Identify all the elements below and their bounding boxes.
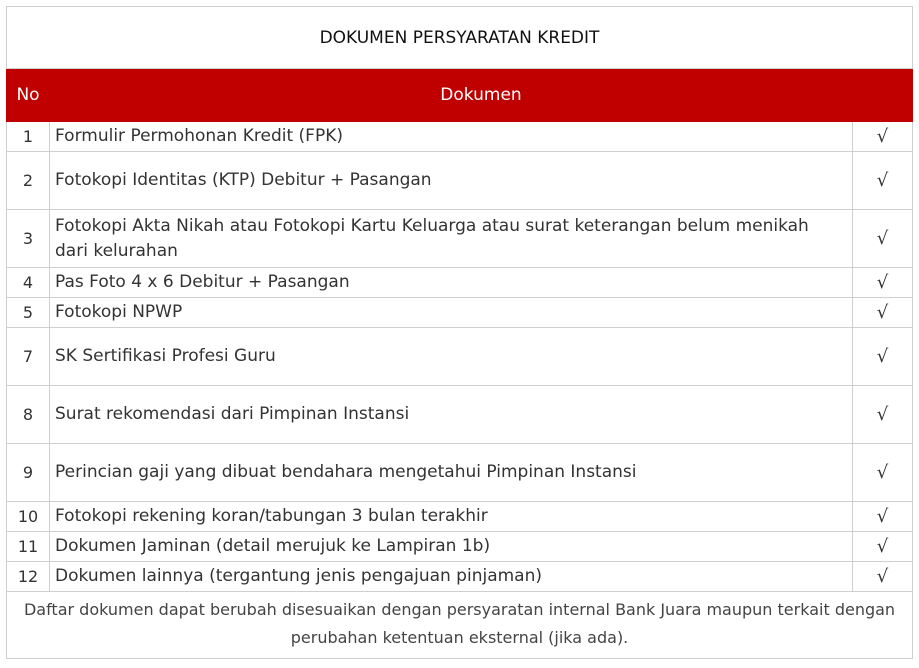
header-row <box>7 69 913 122</box>
header-document: Dokumen <box>50 69 913 122</box>
check-mark: √ <box>853 328 913 386</box>
document-name: Formulir Permohonan Kredit (FPK) <box>50 122 853 152</box>
row-number: 7 <box>7 328 50 386</box>
title-row <box>7 7 913 69</box>
table-row <box>7 152 913 210</box>
row-number: 5 <box>7 298 50 328</box>
requirements-table-container <box>6 6 912 659</box>
document-name: Surat rekomendasi dari Pimpinan Instansi <box>50 386 853 444</box>
document-name: Fotokopi rekening koran/tabungan 3 bulan terakhir <box>50 502 853 532</box>
document-name: Perincian gaji yang dibuat bendahara mengetahui Pimpinan Instansi <box>50 444 853 502</box>
check-mark: √ <box>853 210 913 268</box>
footnote: Daftar dokumen dapat berubah disesuaikan dengan persyaratan internal Bank Juara maupun terkait dengan perubahan ketentuan eksternal (jika ada). <box>7 592 913 659</box>
document-name: Fotokopi Identitas (KTP) Debitur + Pasangan <box>50 152 853 210</box>
document-name: Pas Foto 4 x 6 Debitur + Pasangan <box>50 268 853 298</box>
table-row <box>7 562 913 592</box>
header-no: No <box>7 69 50 122</box>
row-number: 10 <box>7 502 50 532</box>
table-row <box>7 268 913 298</box>
row-number: 2 <box>7 152 50 210</box>
table-row <box>7 298 913 328</box>
row-number: 9 <box>7 444 50 502</box>
row-number: 4 <box>7 268 50 298</box>
document-name: Fotokopi NPWP <box>50 298 853 328</box>
row-number: 11 <box>7 532 50 562</box>
check-mark: √ <box>853 532 913 562</box>
document-name: Dokumen Jaminan (detail merujuk ke Lampiran 1b) <box>50 532 853 562</box>
requirements-table <box>6 6 913 659</box>
check-mark: √ <box>853 122 913 152</box>
table-row <box>7 444 913 502</box>
table-row <box>7 328 913 386</box>
row-number: 12 <box>7 562 50 592</box>
check-mark: √ <box>853 386 913 444</box>
table-title: DOKUMEN PERSYARATAN KREDIT <box>7 7 913 69</box>
check-mark: √ <box>853 562 913 592</box>
check-mark: √ <box>853 502 913 532</box>
check-mark: √ <box>853 152 913 210</box>
table-row <box>7 210 913 268</box>
row-number: 8 <box>7 386 50 444</box>
document-name: Dokumen lainnya (tergantung jenis pengajuan pinjaman) <box>50 562 853 592</box>
table-row <box>7 122 913 152</box>
table-row <box>7 502 913 532</box>
row-number: 1 <box>7 122 50 152</box>
footnote-row <box>7 592 913 659</box>
check-mark: √ <box>853 298 913 328</box>
document-name: Fotokopi Akta Nikah atau Fotokopi Kartu Keluarga atau surat keterangan belum menikah dari kelurahan <box>50 210 853 268</box>
row-number: 3 <box>7 210 50 268</box>
table-row <box>7 532 913 562</box>
check-mark: √ <box>853 444 913 502</box>
check-mark: √ <box>853 268 913 298</box>
table-row <box>7 386 913 444</box>
document-name: SK Sertifikasi Profesi Guru <box>50 328 853 386</box>
